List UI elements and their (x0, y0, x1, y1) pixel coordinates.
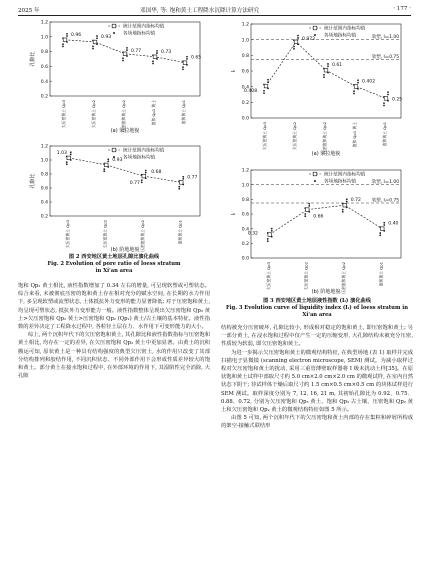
legend-point-swatch (314, 180, 316, 182)
y-tick-label: 0.0 (241, 116, 249, 122)
site-point (271, 230, 273, 232)
y-tick-label: 0.8 (40, 172, 48, 178)
y-tick-label: 0.6 (40, 186, 48, 192)
mean-marker (179, 181, 183, 185)
legend-stat-mean: 统计范围内指标均值 (123, 24, 165, 30)
y-tick-label: 0.2 (40, 214, 48, 220)
data-label: 0.402 (362, 79, 376, 85)
legend-marker-swatch (112, 24, 116, 28)
data-label: 0.72 (350, 198, 361, 204)
site-point (353, 93, 355, 95)
legend-layer-mean: 各场地指标均值 (123, 155, 156, 161)
category-label: 压密饱和黄土 Qp2 (322, 122, 327, 154)
legend-marker-swatch (112, 148, 116, 152)
category-label: 饱和 Qp1 黄土 (151, 100, 156, 126)
site-point (271, 228, 273, 230)
figure-2 (18, 18, 210, 258)
site-point (383, 105, 385, 107)
site-point (182, 68, 184, 70)
subfigure-label: (a) 梁拉地貌 (110, 128, 140, 134)
site-point (267, 238, 269, 240)
subfigure-label: (b) 阶地地貌 (110, 247, 140, 253)
right-paragraph: 结构被充分压密破坏, 孔隙比较小, 形成相对稳定的饱和黄土, 即压密饱和黄土; 另一部分黄土, 在浸水饱和过程中仅产生一定的压缩变形, 大孔隙结构未被充分压密, 性质较为软弱, 即欠压密饱和黄土。 (221, 325, 413, 348)
data-label: 0.77 (131, 48, 142, 54)
legend-stat-mean: 统计范围内指标均值 (324, 26, 366, 32)
mean-marker (123, 52, 127, 56)
data-label: 0.408 (244, 89, 258, 95)
mean-marker (104, 163, 108, 167)
fig2-caption-cn: 图 2 西安地区黄土地层孔隙比演化曲线 (68, 254, 160, 260)
data-label: 0.66 (313, 214, 324, 220)
mean-marker (268, 233, 272, 237)
series-line (270, 205, 383, 234)
site-point (383, 102, 385, 104)
fig2a-chart (18, 18, 210, 136)
site-point (62, 46, 64, 48)
y-tick-label: 1.0 (241, 183, 249, 189)
reference-line-label: 软塑, Iₗ=1.00 (371, 180, 399, 186)
fig3-caption-en-1: Fig. 3 Evolution curve of liquidity index (Iₗ) of loess stratum in (225, 305, 408, 311)
fig3a-chart (221, 18, 413, 158)
site-point (297, 35, 299, 37)
y-tick-label: 0.8 (40, 50, 48, 56)
site-point (62, 43, 64, 45)
header-page-number: · 177 · (393, 6, 411, 12)
right-paragraph: 由图 5 可知, 两个沉积年代下的欠压密饱和黄土内部的存在集粒和碎屑所构成的架空-接触式联结形 (221, 415, 413, 430)
site-point (383, 222, 385, 224)
site-point (156, 52, 158, 54)
fig3-caption-cn: 图 3 西安地区黄土地层液性指数 (Iₗ) 演化曲线 (263, 298, 371, 304)
site-point (70, 154, 72, 156)
site-point (66, 35, 68, 37)
legend-marker-swatch (313, 26, 317, 30)
y-tick-label: 0.2 (40, 94, 48, 100)
fig2-caption-en-2: in Xi'an area (95, 268, 133, 274)
mean-marker (67, 156, 71, 160)
mean-marker (380, 227, 384, 231)
reference-line-label: 软塑, Iₗ=1.00 (371, 35, 399, 41)
site-point (379, 234, 381, 236)
site-point (297, 37, 299, 39)
y-axis-label: Iₗ (231, 69, 237, 73)
mean-marker (305, 208, 309, 212)
legend-point-swatch (113, 156, 115, 158)
site-point (383, 224, 385, 226)
y-tick-label: 0.2 (241, 100, 249, 106)
y-tick-label: 1.2 (241, 168, 249, 174)
subfigure-label: (a) 梁拉地貌 (311, 151, 341, 157)
site-point (70, 151, 72, 153)
y-tick-label: 0.4 (241, 85, 249, 91)
reference-line-label: 软塑, Iₗ=0.75 (371, 54, 399, 60)
site-point (267, 79, 269, 81)
y-tick-label: 1.0 (40, 35, 48, 41)
category-label: 欠压密黄土 Qp3 (64, 220, 70, 249)
mean-marker (294, 40, 298, 44)
y-tick-label: 0.0 (241, 256, 249, 262)
reference-line-label: 软塑, Iₗ=0.75 (371, 198, 399, 204)
site-point (353, 90, 355, 92)
legend-layer-mean: 各场地指标均值 (324, 33, 357, 39)
mean-marker (153, 55, 157, 59)
site-point (308, 205, 310, 207)
site-point (186, 58, 188, 60)
data-label: 0.65 (191, 55, 202, 61)
site-point (66, 163, 68, 165)
category-label: 欠压密黄土 Qp3 (262, 122, 267, 151)
site-point (308, 203, 310, 205)
legend-point-swatch (314, 34, 316, 36)
mean-marker (343, 203, 347, 207)
site-point (141, 182, 143, 184)
site-point (122, 60, 124, 62)
y-axis-label: Iₗ (231, 212, 237, 216)
category-label: 饱和黄土 Qp1 (177, 220, 183, 245)
category-label: 欠压密黄土 Qp2 (303, 262, 309, 291)
site-point (145, 172, 147, 174)
mean-marker (93, 40, 97, 44)
site-point (126, 49, 128, 51)
legend-stat-mean: 统计范围内指标均值 (123, 148, 165, 154)
site-point (122, 57, 124, 59)
y-tick-label: 0.2 (241, 241, 249, 247)
site-point (66, 161, 68, 163)
site-point (141, 179, 143, 181)
right-paragraph: 为进一步揭示欠压密饱和黄土的微观结构特征, 在典型场地 (表 1) 取样并完成扫描电子显微镜 (scanning electron microscope, SEM) 测试。为减小取样过程对欠压密饱和黄土的扰动, 采用三重管薄壁取样器将 I 级未扰动土样[35]。在原状饱和黄土试样中部取尺寸约 5.0 cm×2.0 cm×2.0 cm 的微观试样, 在室内自然状态下阴干; 待试样体干燥后取尺寸约 1.5 cm×0.5 cm×0.5 cm 的块体试样进行 SEM 测试。取样深度分别为 7, 12, 16, 21 m, 其初始孔隙比为 0.92、0.75、0.88、0.72, 分别为欠压密饱和 Qp₃ 黄土、饱和 Qp₃ 古土壤、压密饱和 Qp₂ 黄土和欠压密饱和 Qp₂ 黄土的微观结构特征如图 5 所示。 (221, 349, 413, 414)
data-label: 0.25 (392, 97, 403, 103)
site-point (304, 213, 306, 215)
data-label: 1.03 (56, 150, 67, 156)
site-point (152, 63, 154, 65)
figure-3 (221, 18, 413, 300)
category-label: 欠压密黄土 Qp2 (102, 220, 108, 249)
site-point (293, 46, 295, 48)
site-point (107, 158, 109, 160)
data-label: 0.93 (112, 157, 123, 163)
y-tick-label: 1.0 (40, 158, 48, 164)
y-tick-label: 1.2 (40, 20, 48, 26)
y-axis-label: 孔隙比 (30, 173, 36, 189)
category-label: 压密饱和黄土 Qp2 (121, 100, 126, 132)
site-point (357, 82, 359, 84)
category-label: 欠压密黄土 Qp3 (265, 262, 271, 291)
category-label: 压密饱和黄土 Qp2 (340, 262, 346, 294)
category-label: 饱和 Qp1 黄土 (352, 122, 357, 148)
site-point (152, 60, 154, 62)
legend-marker-swatch (313, 172, 317, 176)
mean-marker (354, 85, 358, 89)
site-point (66, 33, 68, 35)
right-body-text (221, 324, 413, 431)
data-label: 0.32 (247, 231, 258, 237)
mean-marker (324, 68, 328, 72)
site-point (357, 79, 359, 81)
mean-marker (384, 97, 388, 101)
site-point (323, 74, 325, 76)
site-point (387, 94, 389, 96)
site-point (304, 215, 306, 217)
category-label: 饱和黄土 Qp1 (378, 262, 384, 287)
data-label: 0.77 (129, 181, 140, 187)
site-point (182, 178, 184, 180)
site-point (107, 161, 109, 163)
data-label: 0.77 (187, 175, 198, 181)
site-point (186, 56, 188, 58)
site-point (156, 50, 158, 52)
site-point (346, 201, 348, 203)
site-point (92, 48, 94, 50)
category-label: 欠压密黄土 Qp2 (292, 122, 297, 151)
site-point (346, 198, 348, 200)
site-point (178, 188, 180, 190)
y-tick-label: 1.2 (40, 144, 48, 150)
legend-point-swatch (113, 32, 115, 34)
left-body-text (18, 282, 210, 380)
y-tick-label: 0.6 (40, 65, 48, 70)
site-point (323, 76, 325, 78)
y-tick-label: 0.8 (241, 197, 249, 203)
legend-layer-mean: 各场地指标均值 (324, 179, 357, 185)
site-point (96, 35, 98, 37)
category-label: 压密饱和黄土 Qp2 (139, 220, 145, 252)
data-label: 0.972 (302, 36, 316, 42)
site-point (267, 240, 269, 242)
fig2-caption-en-1: Fig. 2 Evolution of pore ratio of loess stratum (47, 261, 181, 267)
fig3-caption-en-2: Xi'an area (302, 312, 332, 318)
data-label: 0.96 (71, 32, 82, 38)
legend-stat-mean: 统计范围内指标均值 (324, 172, 366, 178)
data-label: 0.61 (332, 63, 343, 69)
y-tick-label: 0.6 (241, 212, 249, 218)
legend-layer-mean: 各场地指标均值 (123, 31, 156, 37)
y-tick-label: 0.8 (241, 53, 249, 59)
site-point (96, 37, 98, 39)
site-point (342, 211, 344, 213)
left-paragraph: 综上, 两个沉积年代下的欠压密饱和黄土, 其孔隙比和液性指数指标与压密饱和黄土相比, 均存在一定的差异, 在欠压密饱和 Qp₃ 黄土中更加显著。由黄土的沉积搬运可知, 原状黄土是一种具有结构强度的典型欠压密土, 水的作用只改变了其部分结构排列和胶结作用, 不同沉积状态、不同外部作用下会形成性质差异较大的饱和黄土。部分黄土在接水饱和过程中, 在外部环境的作用下, 其湿陷性完全消除, 大孔隙 (18, 332, 210, 380)
header-rule (18, 15, 411, 16)
y-tick-label: 0.6 (241, 69, 249, 75)
site-point (379, 232, 381, 234)
site-point (263, 92, 265, 94)
site-point (263, 90, 265, 92)
data-label: 0.73 (161, 49, 172, 55)
site-point (145, 170, 147, 172)
mean-marker (264, 84, 268, 88)
left-paragraph: 饱和 Qp₂ 黄土相比, 液性指数增加了 0.34 左右的增量, 可呈现软塑或可塑状态。综合来看, 未被彻底压密的饱和黄土存在相对充分的赋水空间, 在长期的水力作用下, 多呈现软塑或流塑状态, 土体抵抗外力变形的能力显著降低; 对于压密饱和黄土, 均呈现可塑状态, 抵抗外力变形能力一般。液性指数整体呈现出欠压密饱和 Qp₃ 黄土>欠压密饱和 Qp₂ 黄土>压密饱和 Qp₂ (Qp₁) 黄土/古土壤的基本特征。液性指数的差异决定了工程降水过程中, 各粒径土层在力、水作用下可变形能力的大小。 (18, 283, 210, 331)
site-point (293, 48, 295, 50)
category-label: 饱和黄土 Qp1 (181, 100, 186, 125)
series-line (69, 158, 182, 183)
site-point (182, 176, 184, 178)
y-tick-label: 0.4 (241, 227, 249, 233)
fig2-caption (18, 254, 210, 275)
header-year: 2025 年 (18, 8, 40, 14)
y-axis-label: 孔隙比 (30, 51, 36, 67)
site-point (103, 170, 105, 172)
site-point (103, 168, 105, 170)
y-tick-label: 0.4 (40, 200, 48, 206)
mean-marker (142, 174, 146, 178)
site-point (182, 66, 184, 68)
y-tick-label: 0.4 (40, 79, 48, 85)
site-point (342, 209, 344, 211)
category-label: 欠压密黄土 Qp2 (91, 100, 96, 129)
site-point (92, 46, 94, 48)
data-label: 0.93 (101, 34, 112, 40)
fig2b-chart (18, 142, 210, 254)
subfigure-label: (b) 阶地地貌 (311, 289, 341, 295)
data-label: 0.40 (388, 221, 399, 227)
fig3-caption (221, 298, 413, 319)
category-label: 饱和黄土 Qp1 (382, 122, 387, 147)
data-label: 0.68 (151, 170, 162, 176)
y-tick-label: 1.2 (241, 22, 249, 28)
site-point (178, 186, 180, 188)
mean-marker (183, 61, 187, 65)
site-point (327, 63, 329, 65)
header-title: 邓国华, 等: 饱和黄土工程降水沉降计算方法研究 (140, 8, 260, 14)
fig3b-chart (221, 164, 413, 296)
y-tick-label: 1.0 (241, 38, 249, 44)
site-point (387, 91, 389, 93)
mean-marker (63, 38, 67, 42)
site-point (126, 47, 128, 49)
category-label: 欠压密黄土 Qp3 (61, 100, 66, 129)
site-point (327, 65, 329, 67)
